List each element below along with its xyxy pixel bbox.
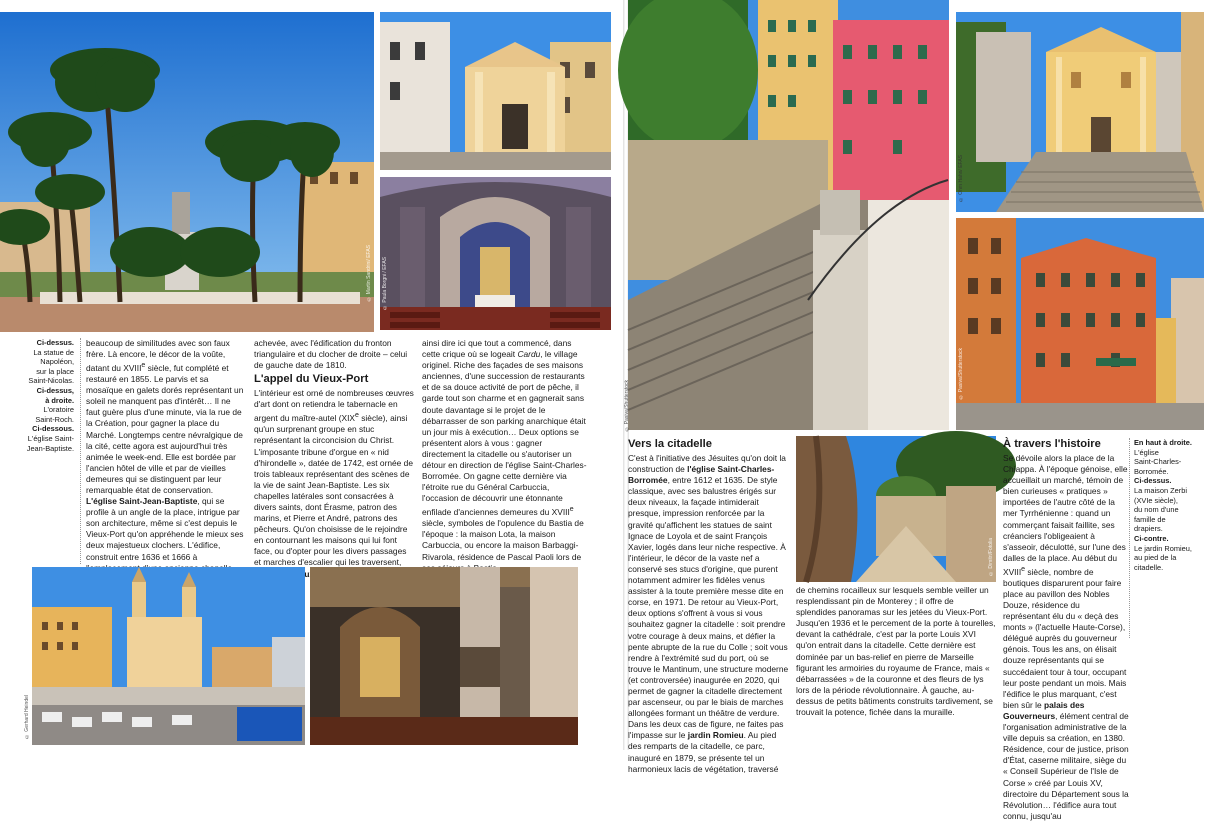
photo-credit: © Martin Sandrini/ EFAS bbox=[366, 245, 372, 302]
left-caption: Ci-dessus. La statue de Napoléon, sur la place Saint-Nicolas. Ci-dessus, à droite. L'oratoire Saint-Roch. Ci-dessous. L'église Saint- Jean-Baptiste. bbox=[26, 338, 74, 453]
oratoire-saint-roch-photo bbox=[380, 12, 611, 170]
right-column-3: À travers l'histoire Se dévoile alors la place de la Chiappa. À l'époque génoise, elle accueillait un marché, témoin de bien curieuses « pratiques » importées de l'autre côté de la mer Tyrrhénienne : quand un commerçant faisait faillite, ses créanciers l'obligeaient à s'asseoir, déculotté, sur l'une des dalles de la place. Au début du XVIIIe siècle, nombre de boutiques disparurent pour faire place au pavillon des Nobles Douze, résidence du représentant élu du « deçà des monts » (l'actuelle Haute-Corse), délégué auprès du gouverneur génois. Tous les ans, on élisait douze représentants qui se succédaient tour à tour, occupant leur poste pendant un mois. Mais l'édifice le plus marquant, c'est bien sûr le palais des Gouverneurs, élément central de l'organisation administrative de la ville depuis sa création, en 1380. Résidence, cour de justice, prison d'État, caserne militaire, siège du « Conseil Supérieur de l'Isle de Corse » créé par Louis XV, directoire du Département sous la Révolution… l'édifice aura tout connu, jusqu'au bbox=[1003, 438, 1129, 821]
place-saint-nicolas-photo bbox=[0, 12, 374, 332]
saint-charles-borromee-photo bbox=[956, 12, 1204, 212]
eglise-saint-jean-baptiste-interior-photo bbox=[380, 177, 611, 330]
left-column-1: beaucoup de similitudes avec son faux frère. Là encore, le décor de la voûte, datant du XVIIIe siècle, fut complété et restauré en 1855. Le parvis et sa mosaïque en galets dorés représentant un soleil ne manquent pas d'intérêt… Il ne faut guère plus d'une minute, via la rue de la Création, pour gagner la place du Marché. Longtemps centre névralgique de la cité, cette agora est aujourd'hui très animée le week-end. Elle est bordée par l'ancien hôtel de ville et par de vieilles demeures qui se distinguent par leur remarquable état de conservation. L'église Saint-Jean-Baptiste, qui se profile à un angle de la place, intrigue par son architecture, même si c'est depuis le Vieux-Port qu'on appréhende le mieux ses deux majestueux clochers. L'édifice, construit entre 1636 et 1666 à bbox=[86, 338, 244, 562]
jardin-romieu-photo bbox=[796, 436, 996, 582]
photo-credit: © Dimitri/Fotolia bbox=[988, 538, 994, 576]
photo-credit: © Pasiva/Shutterstock bbox=[958, 348, 964, 400]
maison-zerbi-photo bbox=[956, 218, 1204, 430]
right-caption: En haut à droite. L'église Saint-Charles- Borromée. Ci-dessus. La maison Zerbi (XVIe siècle), du nom d'une famille de drapiers. Ci-contre. Le jardin Romieu, au pied de la citadelle. bbox=[1134, 438, 1192, 572]
photo-credit: © Gerhard Heindel bbox=[24, 694, 30, 739]
right-column-1: Vers la citadelle C'est à l'initiative des Jésuites qu'on doit la construction de l'église Saint-Charles-Borromée, entre 1612 et 1635. De style classique, avec ses balustres érigés sur deux niveaux, la façade intimiderait presque, impression renforcée par la gravité qu'affichent les statues de saint Ignace de Loyola et de saint François Xavier, logés dans leur niche respective. À l'intérieur, le décor de la vaste nef a conservé ses stucs d'origine, que purent notamment admirer les fidèles venus assister à la toute première messe dite en corse, en 1971. De retour au Vieux-Port, deux options s'offrent à vous si vous souhaitez gagner la citadelle : soit prendre votre courage à deux mains, et défier la pente abrupte de la rue du Colle ; soit vous rendre à l'extrémité sud du port, où se trouve le Mantinum, une structure moderne (et controversée) inaugurée en 2020, qui permet de gagner la citadelle directement par ascenseur, ou par le biais de marches allongées formant un théâtre de verdure. Dans les deux cas de figure, ne faites pas l'impasse sur le jardin Romieu. Au pied des remparts de la citadelle, ce parc, inauguré en 1879, se présente tel un harmonieux lacis de végétation, traversé bbox=[628, 438, 789, 774]
citadel-stairs-photo bbox=[624, 0, 949, 432]
column-rule bbox=[1129, 438, 1130, 638]
photo-credit: © Paula Borgni / EFAS bbox=[382, 257, 388, 310]
section-heading-citadelle: Vers la citadelle bbox=[628, 438, 712, 450]
column-rule bbox=[80, 338, 81, 564]
section-heading-histoire: À travers l'histoire bbox=[1003, 438, 1101, 450]
left-column-2: achevée, avec l'édification du fronton triangulaire et du clocher de droite – celui de gauche date de 1810. L'appel du Vieux-Port L'intérieur est orné de nombreuses œuvres d'art dont on retiendra le tabernacle en argent du maître-autel (XIXe siècle), ainsi qu'un surprenant groupe en stuc représentant la circoncision du Christ. L'imposante tribune d'orgue en « nid d'hirondelle », datée de 1742, est ornée de trois tableaux représentant des scènes de la vie de saint Jean-Baptiste. Les six chapelles latérales sont consacrées à divers saints, dont Érasme, patron des marins, et Pierre et André, patrons des pêcheurs. Qu'on choisisse de le rejoindre en contournant les maisons qui lui font face, ou d'opter pour les divers passages et marches d'escalier qui les traversent, bbox=[254, 338, 414, 568]
photo-credit: © Ohm Hahn/ EFAS bbox=[958, 154, 964, 202]
church-interior-nave-photo bbox=[310, 567, 578, 745]
right-column-2: de chemins rocailleux sur lesquels semble veiller un resplendissant pin de Monterey ; il offre de splendides panoramas sur les jetées du Vieux-Port. Jusqu'en 1936 et le percement de la porte à tourelles, devant la cathédrale, c'est par la porte Louis XVI qu'on entrait dans la citadelle. Cette dernière est dominée par un bas-relief en pierre de Marseille figurant les armoiries du royaume de France, mais « débarrassées » de la couronne et des fleurs de lys lors de la période révolutionnaire. À gauche, au-dessus de petits bâtiments construits tardivement, se trouvait la potence, fichée dans la muraille. bbox=[796, 585, 996, 718]
section-heading-vieux-port: L'appel du Vieux-Port bbox=[254, 373, 369, 386]
vieux-port-photo bbox=[24, 567, 305, 745]
photo-credit: © Pasiva/Shutterstock bbox=[624, 380, 630, 432]
left-column-3: ainsi dire ici que tout a commencé, dans cette crique où se logeait Cardu, le village originel. Riche des façades de ses maisons anciennes, d'une succession de restaurants et de sa douce activité de port de pêche, il garde tout son charme et en gagnerait sans doute davantage si le projet de le débarrasser de son parking anarchique était un jour mis à exécution… Deux options se présentent alors à vous : gagner directement la citadelle ou s'autoriser un détour en direction de l'église Saint-Charles-Borromée. On gagne cette dernière via l'étroite rue du Général Carbuccia, l'occasion de découvrir une étonnante enfilade d'anciennes demeures du XVIIIe siècle, symboles de l'opulence du Bastia de l'époque : la maison Lota, la maison Carbuccia, ou encore la maison Barbaggi-Rivarola, résidence de Pascal Paoli lors de bbox=[422, 338, 587, 562]
